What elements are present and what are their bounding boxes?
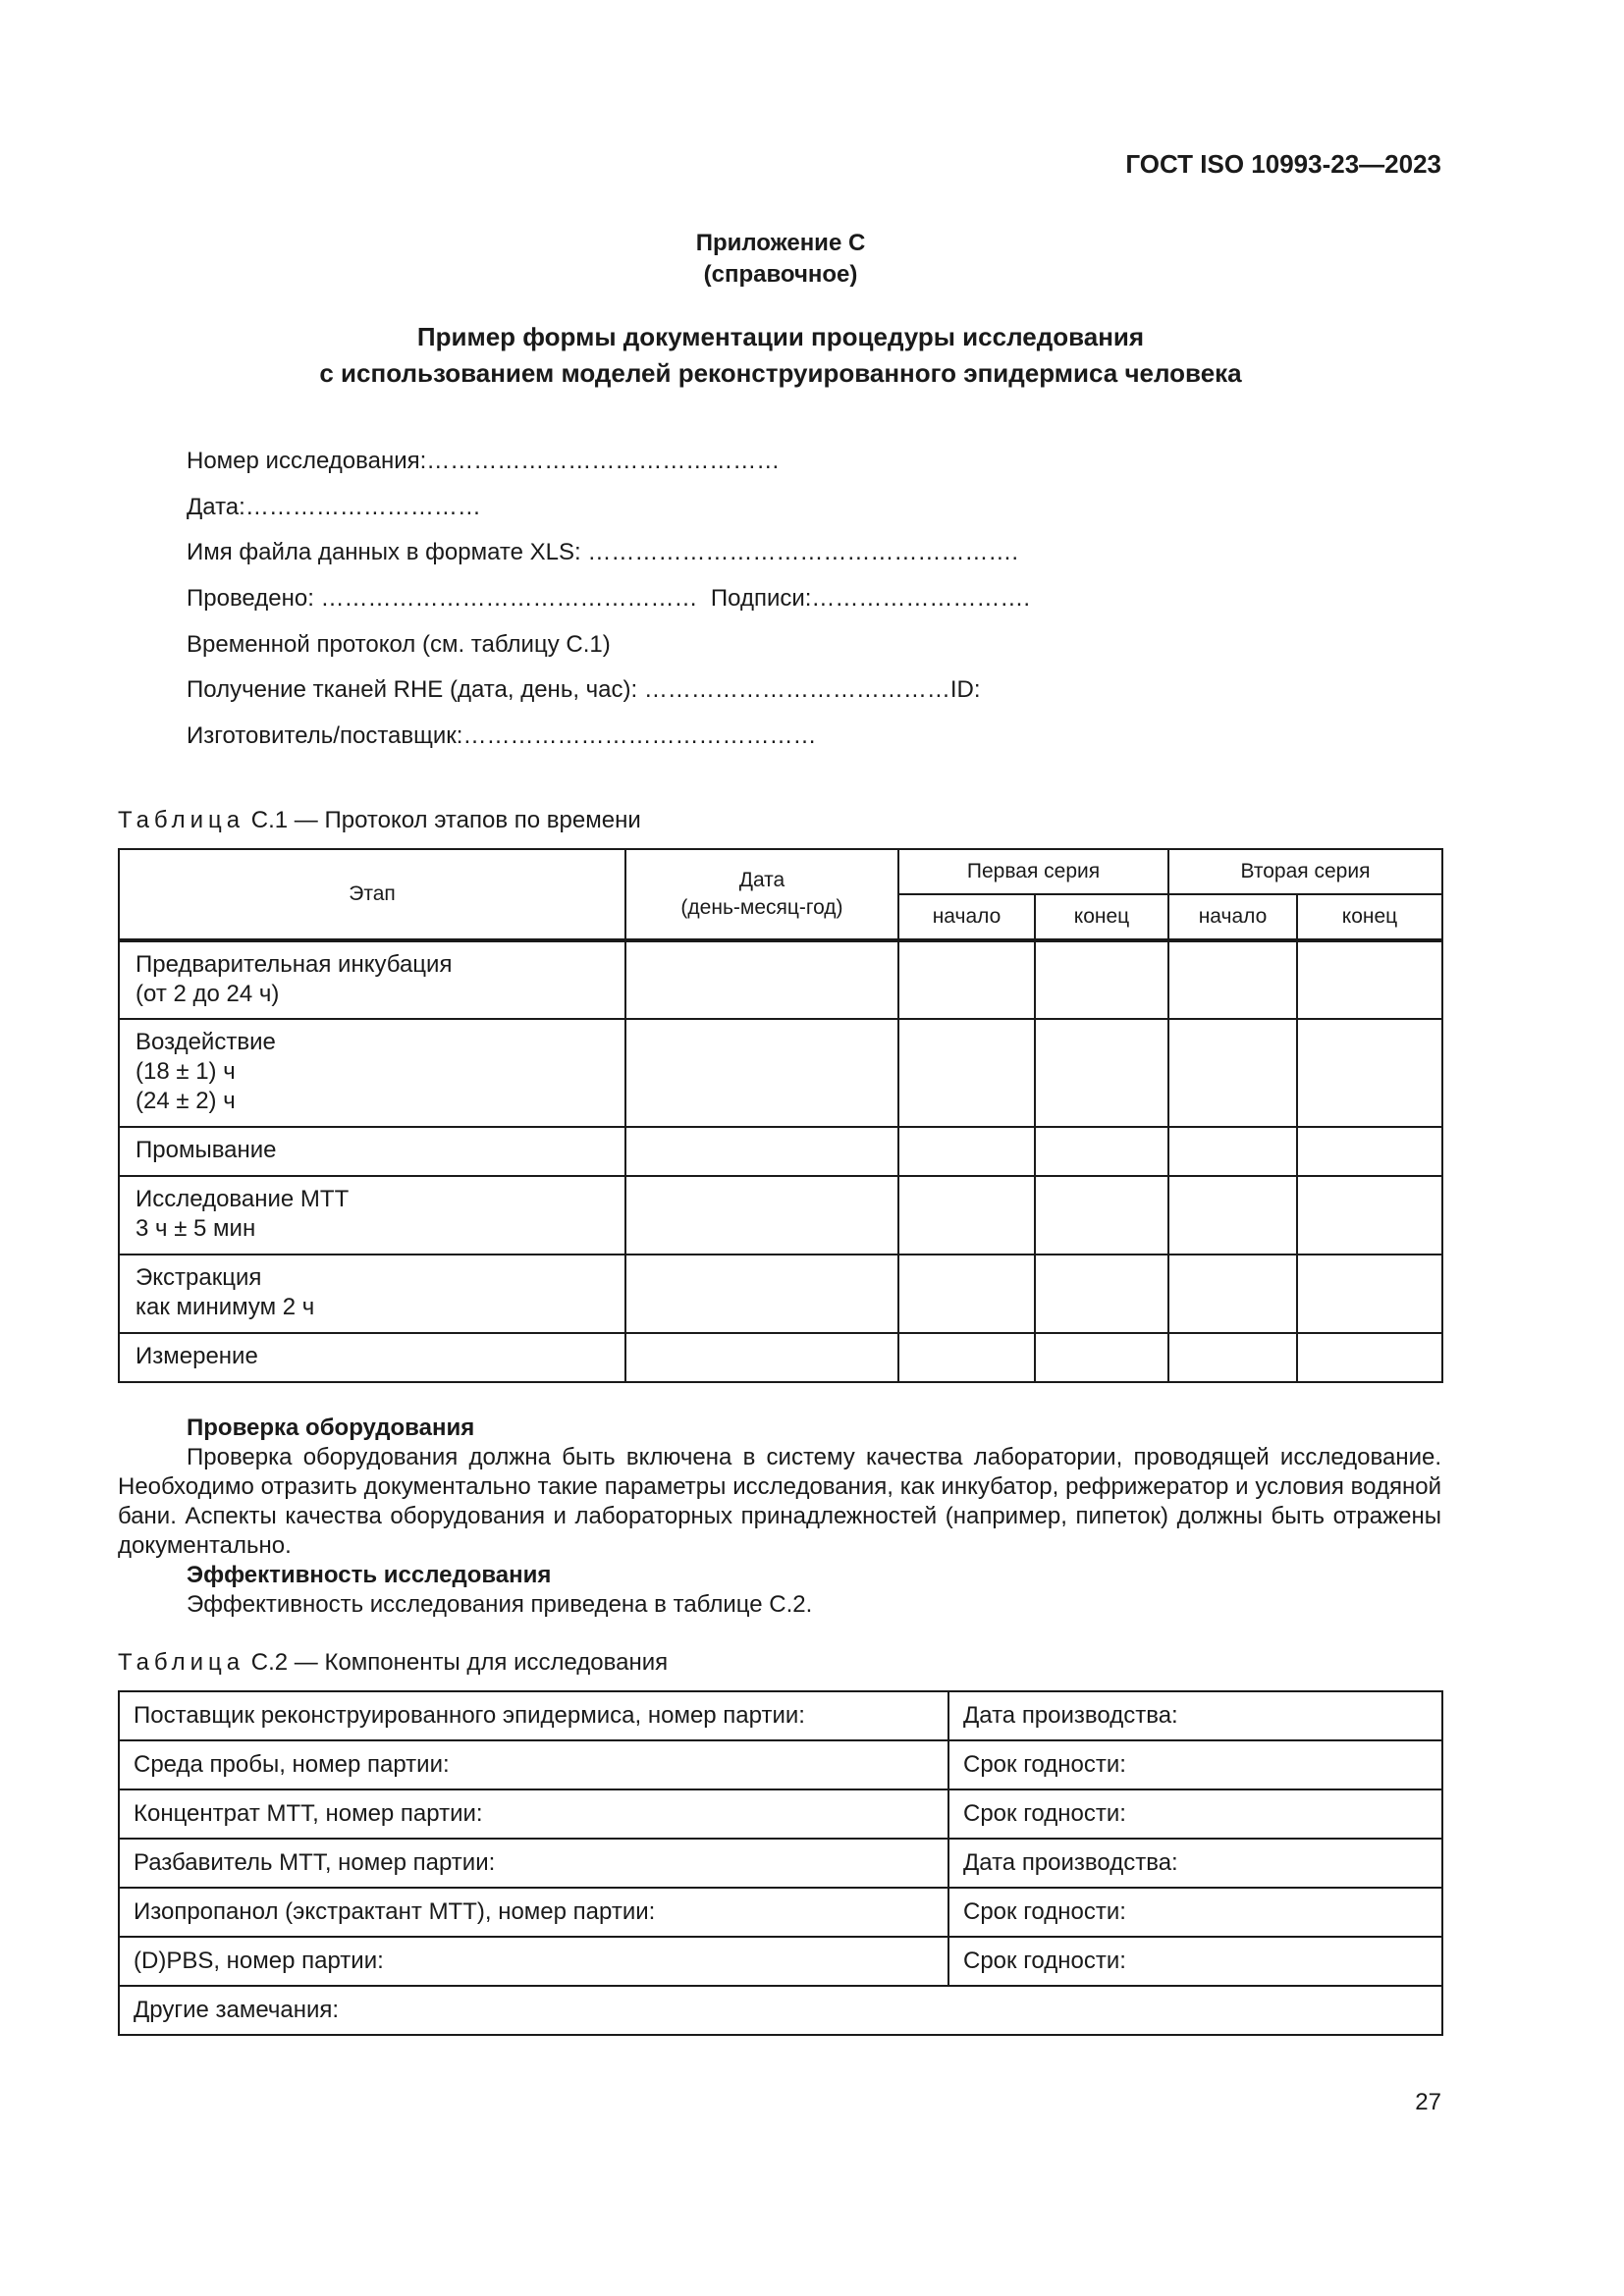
form-field-xls-file: Имя файла данных в формате XLS: ………………………………………………. [187,539,1018,566]
stage-cell [119,1176,625,1255]
component-date-cell: Срок годности: [948,1740,1442,1789]
table-row [119,1740,1442,1789]
component-date-cell: Срок годности: [948,1937,1442,1986]
stage-cell [119,1333,625,1382]
series-2-end-cell [1297,1176,1442,1255]
component-cell: Поставщик реконструированного эпидермиса, номер партии: [119,1691,948,1740]
series-1-start-cell [898,1019,1035,1127]
stage-line: 3 ч ± 5 мин [135,1215,256,1242]
component-date-cell: Срок годности: [948,1789,1442,1839]
time-protocol-table [118,848,1443,1383]
main-title-line-2: с использованием моделей реконструированного эпидермиса человека [319,358,1242,388]
series-2-start-cell [1168,1127,1297,1176]
series-1-end-cell [1035,1019,1168,1127]
stage-cell [119,1127,625,1176]
stage-line: (18 ± 1) ч [135,1058,236,1085]
header-series-2-end: конец [1297,894,1442,940]
form-field-time-protocol: Временной протокол (см. таблицу С.1) [187,630,611,658]
series-2-start-cell [1168,1176,1297,1255]
table-row [119,1888,1442,1937]
series-2-start-cell [1168,1019,1297,1127]
form-fields [187,447,1030,768]
table2-caption [118,1649,668,1677]
date-cell [625,940,898,1019]
appendix-title: Приложение С [695,230,866,256]
series-2-end-cell [1297,1019,1442,1127]
stage-line: Предварительная инкубация [135,951,453,978]
document-code: ГОСТ ISO 10993-23—2023 [1125,149,1441,179]
series-1-start-cell [898,1127,1035,1176]
main-title [0,319,1561,392]
table-row [119,1333,1442,1382]
header-series-1: Первая серия [898,849,1168,894]
appendix-subtitle: (справочное) [703,261,858,288]
header-series-2: Вторая серия [1168,849,1442,894]
stage-cell [119,1019,625,1127]
header-series-1-end: конец [1035,894,1168,940]
stage-line: как минимум 2 ч [135,1294,315,1320]
table-row [119,1127,1442,1176]
table-row [119,1176,1442,1255]
form-field-rhe-receipt: Получение тканей RHE (дата, день, час): …………………………………ID: [187,676,981,704]
component-cell: (D)PBS, номер партии: [119,1937,948,1986]
component-date-cell: Дата производства: [948,1839,1442,1888]
series-2-end-cell [1297,1333,1442,1382]
stage-cell [119,1255,625,1333]
stage-line: Экстракция [135,1264,262,1291]
form-field-manufacturer: Изготовитель/поставщик:……………………………………… [187,722,817,750]
equipment-paragraph: Проверка оборудования должна быть включена в систему качества лаборатории, проводящей исследование. Необходимо отразить документально такие параметры исследования, как инкубатор, рефрижератор и условия водяной бани. Аспекты качества оборудования и лабораторных принадлежностей (например, пипеток) должны быть отражены документально. [118,1444,1441,1559]
header-series-1-start: начало [898,894,1035,940]
stage-line: (от 2 до 24 ч) [135,981,280,1007]
table-row [119,1691,1442,1740]
form-field-study-number: Номер исследования:……………………………………… [187,448,781,474]
series-1-end-cell [1035,1127,1168,1176]
table-row [119,940,1442,1019]
series-1-end-cell [1035,1333,1168,1382]
series-1-start-cell [898,940,1035,1019]
table-row [119,1255,1442,1333]
text-section [118,1414,1441,1620]
header-date [625,849,898,940]
efficiency-heading: Эффективность исследования [187,1562,552,1588]
stage-line: Исследование МТТ [135,1186,350,1212]
table2-caption-text: С.2 — Компоненты для исследования [250,1649,669,1676]
table-row [119,1019,1442,1127]
table-row [119,1839,1442,1888]
table-row [119,1986,1442,2035]
header-stage: Этап [119,849,625,940]
series-2-end-cell [1297,940,1442,1019]
series-2-end-cell [1297,1127,1442,1176]
component-cell: Разбавитель МТТ, номер партии: [119,1839,948,1888]
date-cell [625,1019,898,1127]
component-date-cell: Дата производства: [948,1691,1442,1740]
date-cell [625,1333,898,1382]
series-1-start-cell [898,1176,1035,1255]
main-title-line-1: Пример формы документации процедуры исследования [416,322,1145,351]
series-2-start-cell [1168,1333,1297,1382]
series-1-start-cell [898,1255,1035,1333]
component-cell: Изопропанол (экстрактант МТТ), номер партии: [119,1888,948,1937]
table1-caption-prefix: Таблица [118,807,245,833]
stage-cell [119,940,625,1019]
series-1-end-cell [1035,940,1168,1019]
stage-line: Воздействие [135,1029,276,1055]
component-date-cell: Срок годности: [948,1888,1442,1937]
page-number: 27 [1415,2089,1441,2115]
header-date-line-1: Дата [738,869,785,891]
date-cell [625,1127,898,1176]
stage-line: Промывание [135,1137,277,1163]
table2-caption-prefix: Таблица [118,1649,245,1676]
stage-line: Измерение [135,1343,258,1369]
form-field-date: Дата:………………………… [187,493,481,520]
equipment-heading: Проверка оборудования [187,1415,475,1441]
series-1-end-cell [1035,1176,1168,1255]
series-2-start-cell [1168,1255,1297,1333]
series-1-start-cell [898,1333,1035,1382]
stage-line: (24 ± 2) ч [135,1088,236,1114]
form-field-conducted-signatures: Проведено: ………………………………………… Подписи:………………………. [187,585,1031,613]
components-table [118,1690,1443,2036]
series-1-end-cell [1035,1255,1168,1333]
series-2-end-cell [1297,1255,1442,1333]
date-cell [625,1176,898,1255]
component-cell: Среда пробы, номер партии: [119,1740,948,1789]
table1-caption [118,807,641,834]
table-row [119,1789,1442,1839]
table-row [119,1937,1442,1986]
header-date-line-2: (день-месяц-год) [680,896,843,919]
date-cell [625,1255,898,1333]
series-2-start-cell [1168,940,1297,1019]
component-cell: Концентрат МТТ, номер партии: [119,1789,948,1839]
appendix-heading [0,228,1561,291]
header-series-2-start: начало [1168,894,1297,940]
table1-caption-text: С.1 — Протокол этапов по времени [250,807,641,833]
other-remarks-cell: Другие замечания: [119,1986,1442,2035]
efficiency-paragraph: Эффективность исследования приведена в таблице С.2. [187,1591,813,1618]
